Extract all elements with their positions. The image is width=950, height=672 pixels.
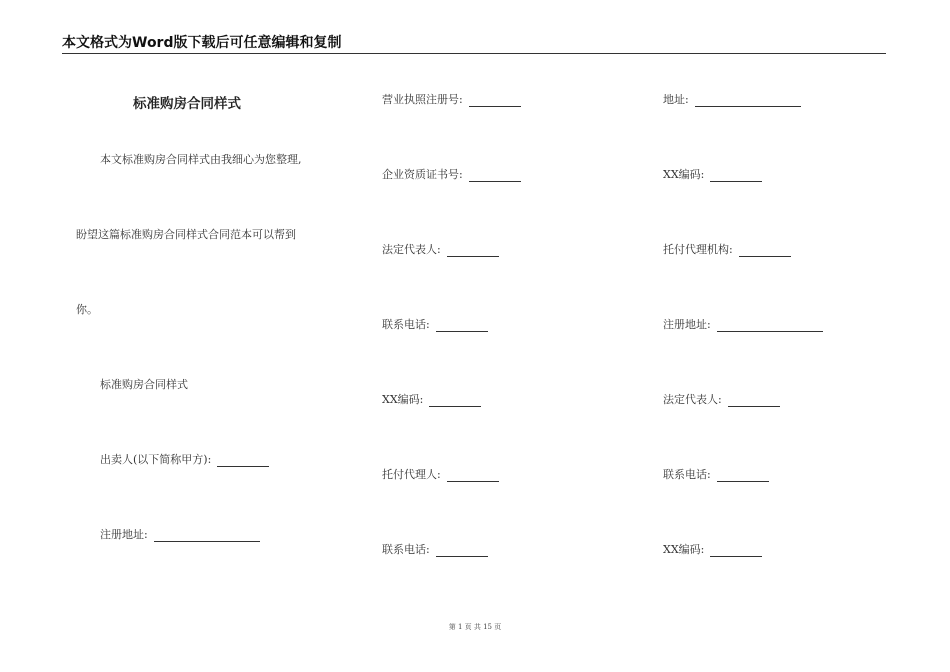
phone-field-2	[382, 543, 488, 557]
field-label: 联系电话:	[382, 543, 430, 556]
contract-subtitle	[100, 378, 188, 392]
fill-in-blank	[739, 245, 791, 257]
fill-in-blank	[469, 95, 521, 107]
fill-in-blank	[469, 170, 521, 182]
fill-in-blank	[154, 530, 260, 542]
postal-code-field-2	[663, 168, 762, 182]
field-label: 托付代理人:	[382, 468, 441, 481]
field-label: XX编码:	[663, 168, 705, 181]
agent-field	[382, 468, 499, 482]
field-label: 联系电话:	[382, 318, 430, 331]
document-title: 标准购房合同样式	[133, 96, 241, 112]
field-label: 注册地址:	[663, 318, 711, 331]
fill-in-blank	[217, 455, 269, 467]
fill-in-blank	[717, 320, 823, 332]
field-label: 注册地址:	[100, 528, 148, 541]
fill-in-blank	[436, 545, 488, 557]
field-label: XX编码:	[382, 393, 424, 406]
intro-line-3: 你。	[76, 303, 98, 316]
field-label: 托付代理机构:	[663, 243, 733, 256]
intro-line-1: 本文标准购房合同样式由我细心为您整理,	[100, 153, 302, 166]
qualification-cert-field	[382, 168, 521, 182]
fill-in-blank	[710, 545, 762, 557]
fill-in-blank	[717, 470, 769, 482]
field-label: 联系电话:	[663, 468, 711, 481]
business-license-field	[382, 93, 521, 107]
registered-address-field-2	[663, 318, 823, 332]
field-label: 出卖人(以下简称甲方):	[100, 453, 212, 466]
fill-in-blank	[728, 395, 780, 407]
intro-line-2: 盼望这篇标准购房合同样式合同范本可以帮到	[76, 228, 296, 241]
legal-rep-field-2	[663, 393, 780, 407]
agent-agency-field	[663, 243, 791, 257]
page-number: 第 1 页 共 15 页	[448, 623, 502, 631]
document-header: 本文格式为Word版下载后可任意编辑和复制	[62, 34, 886, 54]
registered-address-field	[100, 528, 260, 542]
postal-code-field-3	[663, 543, 762, 557]
postal-code-field	[382, 393, 481, 407]
phone-field-3	[663, 468, 769, 482]
field-label: 地址:	[663, 93, 689, 106]
fill-in-blank	[695, 95, 801, 107]
fill-in-blank	[429, 395, 481, 407]
field-label: 营业执照注册号:	[382, 93, 463, 106]
fill-in-blank	[447, 245, 499, 257]
field-label: 法定代表人:	[663, 393, 722, 406]
address-field	[663, 93, 801, 107]
legal-rep-field	[382, 243, 499, 257]
phone-field	[382, 318, 488, 332]
field-label: 标准购房合同样式	[100, 378, 188, 391]
field-label: 企业资质证书号:	[382, 168, 463, 181]
seller-field	[100, 453, 269, 467]
fill-in-blank	[710, 170, 762, 182]
fill-in-blank	[447, 470, 499, 482]
field-label: XX编码:	[663, 543, 705, 556]
field-label: 法定代表人:	[382, 243, 441, 256]
fill-in-blank	[436, 320, 488, 332]
